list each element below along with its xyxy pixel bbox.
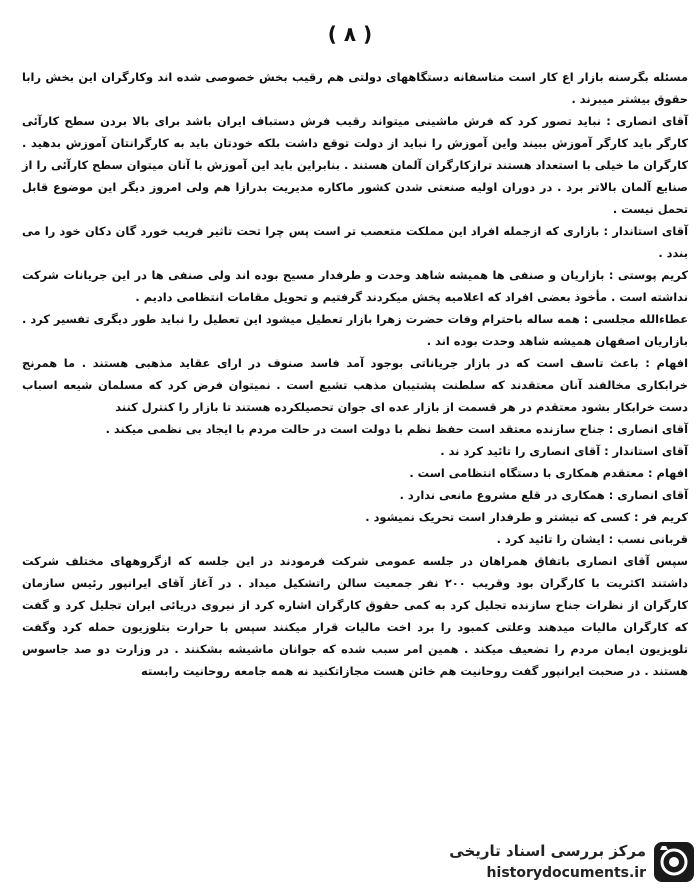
paragraph-ataollah-majlesi: عطاءالله مجلسی : همه ساله باحترام وفات حضرت زهرا بازار تعطیل میشود این تعطیل را نباید طور دیگری تفسیر کرد . بازاریان اصفهان همیشه شاهد وحدت بوده اند . <box>22 312 688 348</box>
paragraph-governor-bazaar: آقای استاندار : بازاری که ازجمله افراد این مملکت متعصب تر است پس چرا تحت تاثیر فریب خورد گان دکان خود را می بندد . <box>22 224 688 260</box>
paragraph-ansari-cooperation: آقای انصاری : همکاری در قلع مشروع مانعی ندارد . <box>399 488 688 502</box>
paragraph-afham: افهام : باعث تاسف است که در بازار جریاناتی بوجود آمد فاسد صنوف در ارای عقاید مذهبی هستند . ما همرنج خرابکاری مخالفند آنان معتقدند که سلطنت پشتیبان مذهب تشیع است . نمیتوان فرض کرد که مسلمان شیعه اسباب دست خرابکار بشود معتقدم در هر قسمت از بازار عده ای جوان تحصیلکرده هستند تا بازار را کنترل کنند <box>22 356 688 414</box>
watermark-url: historydocuments.ir <box>486 865 646 881</box>
archive-watermark <box>396 838 696 888</box>
paragraph-public-session: سپس آقای انصاری باتفاق همراهان در جلسه عمومی شرکت فرمودند در این جلسه که ازگروههای مختلف شرکت داشتند اکثریت با کارگران بود وقریب ۲۰۰ نفر جمعیت سالن راتشکیل میداد . در آغاز آقای ایرانپور رئیس سازمان کارگران از نظرات جناح سازنده تجلیل کرد به کمی حقوق کارگران اشاره کرد از نیروی دریائی ایران تجلیل کرد و گفت که کارگران مالیات میدهند وعلتی کمبود را برد اخت مالیات قرار میکنند سپس با حرارت بتلوزیون حمله کرد وگفت تلویزیون ایمان مردم را تضعیف میکند . همین امر سبب شده که جوانان ماشیشه بشکنند . در وزارت دو صد جاسوس هستند . در صحبت ایرانپور گفت روحانیت هم خائن هست مجازاتکنید نه همه جامعه روحانیت رابسته <box>22 554 688 678</box>
paragraph-ghorbani-nasab: قربانی نسب : ایشان را تائید کرد . <box>496 532 688 546</box>
paragraph-afham-cooperation: افهام : معتقدم همکاری با دستگاه انتظامی است . <box>409 466 688 480</box>
paragraph-karimfar: کریم فر : کسی که تیشتر و طرفدار است تحریک نمیشود . <box>365 510 688 524</box>
page-number: ( ۸ ) <box>327 22 373 46</box>
paragraph-market-intro: مسئله بگرسنه بازار اع کار است متاسفانه دستگاههای دولتی هم رقیب بخش خصوصی شده اند وکارگران این بخش رابا حقوق بیشتر میبرند . <box>22 70 688 106</box>
paragraph-governor-confirm: آقای استاندار : آقای انصاری را تائید کرد ند . <box>440 444 688 458</box>
camera-archive-logo-icon <box>652 840 696 884</box>
watermark-title: مرکز بررسی اسناد تاریخی <box>449 842 646 860</box>
document-body <box>22 66 688 682</box>
paragraph-ansari-training: آقای انصاری : نباید تصور کرد که فرش ماشینی میتواند رقیب فرش دستباف ایران باشد برای بالا بردن سطح کارآئی کارگر باید کارگر آموزش ببیند واین آموزش را نباید از دولت توقع داشت بلکه خودتان باید به کارگرانتان آموزش بدهید . کارگران ما خیلی با استعداد هستند ترازکارگران آلمان هستند . بنابراین باید این آموزش با آنان میتوان سطح کارآئی را از صنایع آلمان بالاتر برد . در دوران اولیه صنعتی شدن کشور ماکاره مدیریت بدرازا هم ولی امروز دیگر این موضوع قابل تحمل نیست . <box>22 114 688 216</box>
paragraph-ansari-order: آقای انصاری : جناح سازنده معتقد است حفظ نظم با دولت است در حالت مردم با ایجاد بی نظمی میکند . <box>105 422 688 436</box>
paragraph-karim-pousti: کریم پوستی : بازاریان و صنفی ها همیشه شاهد وحدت و طرفدار مسیح بوده اند ولی صنفی ها در این جریانات شرکت نداشته است . مأخوذ بعضی افراد که اعلامیه پخش میکردند گرفتیم و تحویل مقامات انتظامی دادیم . <box>22 268 688 304</box>
